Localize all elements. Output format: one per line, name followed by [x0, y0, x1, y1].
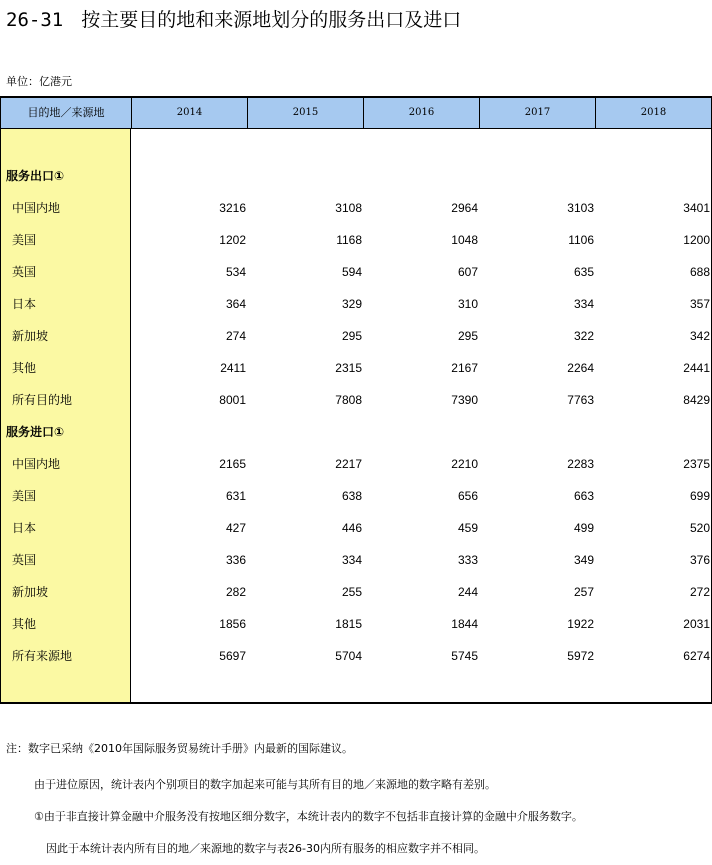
- cell-value: 1168: [336, 233, 362, 247]
- row-label: 日本: [12, 521, 37, 535]
- row-label: 其他: [12, 617, 37, 631]
- cell-value: 329: [341, 297, 362, 311]
- cell-value: 357: [689, 297, 710, 311]
- section-heading-exports: 服务出口①: [6, 169, 65, 183]
- cell-value: 322: [573, 329, 594, 343]
- cell-value: 699: [689, 489, 710, 503]
- cell-value: 520: [689, 521, 710, 535]
- cell-value: 3108: [335, 201, 362, 215]
- cell-value: 2441: [683, 361, 710, 375]
- cell-value: 635: [573, 265, 594, 279]
- cell-value: 295: [457, 329, 478, 343]
- cell-value: 688: [689, 265, 710, 279]
- cell-value: 2165: [219, 457, 246, 471]
- table-number: 26-31: [6, 9, 64, 31]
- cell-value: 255: [341, 585, 362, 599]
- row-label: 所有目的地: [12, 393, 73, 407]
- cell-value: 1106: [568, 233, 594, 247]
- table-row: [0, 519, 712, 537]
- cell-value: 274: [225, 329, 246, 343]
- table-row: [0, 551, 712, 569]
- table-row: [0, 455, 712, 473]
- section-heading-imports: 服务进口①: [6, 425, 65, 439]
- unit-label: 单位：亿港元: [6, 75, 72, 88]
- header-destination: 目的地／来源地: [0, 98, 132, 128]
- table-row: [0, 295, 712, 313]
- cell-value: 1048: [451, 233, 478, 247]
- cell-value: 607: [457, 265, 478, 279]
- cell-value: 2411: [220, 361, 246, 375]
- row-label: 日本: [12, 297, 37, 311]
- cell-value: 364: [225, 297, 246, 311]
- cell-value: 663: [573, 489, 594, 503]
- page-title: [6, 6, 461, 34]
- cell-value: 3216: [219, 201, 246, 215]
- cell-value: 272: [689, 585, 710, 599]
- cell-value: 282: [225, 585, 246, 599]
- table-header: [0, 98, 712, 129]
- cell-value: 334: [573, 297, 594, 311]
- cell-value: 336: [225, 553, 246, 567]
- row-label: 新加坡: [12, 585, 49, 599]
- cell-value: 2264: [567, 361, 594, 375]
- cell-value: 376: [689, 553, 710, 567]
- table-row: [0, 487, 712, 505]
- cell-value: 1844: [451, 617, 478, 631]
- row-label: 英国: [12, 265, 37, 279]
- cell-value: 1922: [567, 617, 594, 631]
- cell-value: 349: [573, 553, 594, 567]
- cell-value: 6274: [683, 649, 710, 663]
- header-year: 2016: [364, 98, 480, 128]
- cell-value: 5704: [335, 649, 362, 663]
- cell-value: 333: [457, 553, 478, 567]
- cell-value: 295: [341, 329, 362, 343]
- cell-value: 7808: [335, 393, 362, 407]
- row-label: 美国: [12, 233, 37, 247]
- row-label: 新加坡: [12, 329, 49, 343]
- cell-value: 2210: [451, 457, 478, 471]
- cell-value: 2375: [683, 457, 710, 471]
- table-row: [0, 231, 712, 249]
- cell-value: 2283: [567, 457, 594, 471]
- cell-value: 594: [341, 265, 362, 279]
- cell-value: 446: [341, 521, 362, 535]
- cell-value: 2964: [451, 201, 478, 215]
- cell-value: 310: [457, 297, 478, 311]
- cell-value: 3401: [683, 201, 710, 215]
- row-label: 英国: [12, 553, 37, 567]
- row-label: 所有来源地: [12, 649, 73, 663]
- footnote: ①由于非直接计算金融中介服务没有按地区细分数字，本统计表内的数字不包括非直接计算的金融中介服务数字。: [34, 810, 583, 823]
- row-label: 中国内地: [12, 201, 61, 215]
- table-row: [0, 615, 712, 633]
- table-row: [0, 583, 712, 601]
- cell-value: 534: [225, 265, 246, 279]
- cell-value: 2217: [335, 457, 362, 471]
- cell-value: 5697: [219, 649, 246, 663]
- cell-value: 1202: [219, 233, 246, 247]
- cell-value: 499: [573, 521, 594, 535]
- cell-value: 8429: [683, 393, 710, 407]
- cell-value: 631: [225, 489, 246, 503]
- footnote: 因此于本统计表内所有目的地／来源地的数字与表26-30内所有服务的相应数字并不相同。: [46, 842, 485, 855]
- cell-value: 342: [689, 329, 710, 343]
- cell-value: 656: [457, 489, 478, 503]
- header-year: 2017: [480, 98, 596, 128]
- table-row: [0, 327, 712, 345]
- table-bottom-rule: [0, 702, 712, 704]
- footnote: 注：数字已采纳《2010年国际服务贸易统计手册》内最新的国际建议。: [6, 742, 353, 755]
- row-label: 中国内地: [12, 457, 61, 471]
- row-label: 美国: [12, 489, 37, 503]
- cell-value: 8001: [219, 393, 246, 407]
- table-row: [0, 359, 712, 377]
- table-row: [0, 199, 712, 217]
- cell-value: 5972: [567, 649, 594, 663]
- header-year: 2015: [248, 98, 364, 128]
- row-label: 其他: [12, 361, 37, 375]
- cell-value: 2167: [451, 361, 478, 375]
- table-row: [0, 391, 712, 409]
- cell-value: 427: [225, 521, 246, 535]
- footnote: 由于进位原因，统计表内个别项目的数字加起来可能与其所有目的地／来源地的数字略有差别。: [34, 778, 496, 791]
- cell-value: 459: [457, 521, 478, 535]
- header-year: 2018: [596, 98, 712, 128]
- cell-value: 7390: [451, 393, 478, 407]
- data-table: [0, 96, 712, 704]
- table-row: [0, 647, 712, 665]
- cell-value: 257: [573, 585, 594, 599]
- header-year: 2014: [132, 98, 248, 128]
- cell-value: 2031: [683, 617, 710, 631]
- cell-value: 1856: [219, 617, 246, 631]
- cell-value: 5745: [451, 649, 478, 663]
- cell-value: 3103: [567, 201, 594, 215]
- cell-value: 1815: [335, 617, 362, 631]
- table-title: 按主要目的地和来源地划分的服务出口及进口: [81, 9, 462, 31]
- cell-value: 1200: [683, 233, 710, 247]
- cell-value: 7763: [567, 393, 594, 407]
- cell-value: 244: [457, 585, 478, 599]
- cell-value: 334: [341, 553, 362, 567]
- cell-value: 638: [341, 489, 362, 503]
- table-row: [0, 263, 712, 281]
- cell-value: 2315: [335, 361, 362, 375]
